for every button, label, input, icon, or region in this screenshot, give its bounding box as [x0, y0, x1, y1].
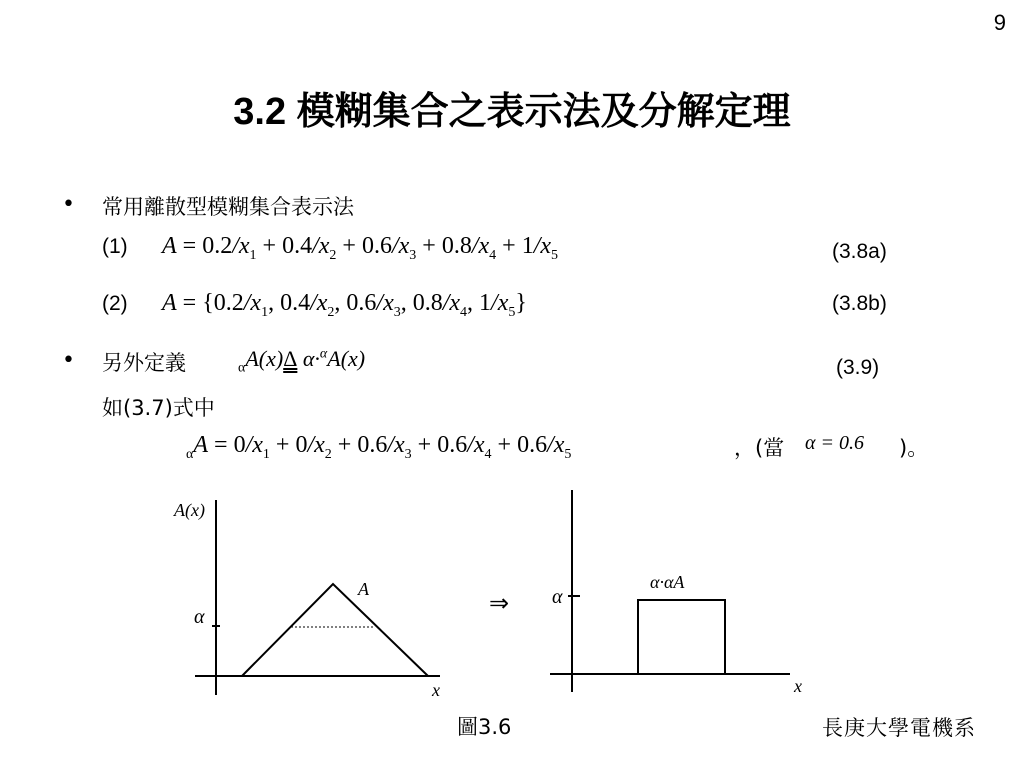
alpha-value: α = 0.6	[805, 432, 864, 454]
item-label-1: (1)	[102, 235, 128, 258]
right-set-label: α·αA	[650, 572, 685, 592]
equation-label-3-9: (3.9)	[836, 356, 880, 379]
equation-3-9: $_\alpha$A(x)Δ α·$^\alpha$A(x)	[238, 346, 366, 376]
equation-alpha-cut: $_\alpha A = 0/x_1 + 0/x_2 + 0.6/x_3 + 0.6/x_4 + 0.6/x_5$	[186, 432, 572, 462]
page-number: 9	[993, 10, 1006, 35]
left-alpha-label: α	[194, 606, 205, 628]
triangle-membership	[242, 584, 428, 676]
figure-caption: 圖3.6	[457, 715, 512, 739]
left-set-label: A	[358, 579, 369, 599]
equation-label-3-8a: (3.8a)	[832, 240, 887, 263]
bullet-text-discrete: 常用離散型模糊集合表示法	[102, 195, 354, 219]
department-footer: 長庚大學電機系	[822, 716, 976, 740]
bullet-marker: •	[62, 192, 75, 217]
equation-3-8a: $A = 0.2/x_1 + 0.4/x_2 + 0.6/x_3 + 0.8/x_4 + 1/x_5$	[162, 233, 559, 263]
left-ylabel: A(x)	[174, 500, 205, 520]
right-alpha-label: α	[552, 586, 563, 608]
alpha-cut-note-open: ，(當	[734, 436, 785, 460]
item-label-2: (2)	[102, 292, 128, 315]
alpha-cut-rectangle	[638, 600, 725, 674]
bullet-marker: •	[62, 348, 75, 373]
left-xlabel: x	[432, 680, 440, 700]
slide-title: 3.2 模糊集合之表示法及分解定理	[233, 91, 791, 133]
equation-label-3-8b: (3.8b)	[832, 292, 887, 315]
equation-3-8b: $A = \{0.2/x_1$, $0.4/x_2$, $0.6/x_3$, $0.8/x_4$, $1/x_5$}	[162, 290, 527, 320]
alpha-cut-note-close: )。	[899, 436, 929, 460]
example-text: 如(3.7)式中	[102, 396, 215, 420]
implies-arrow: ⇒	[489, 591, 510, 617]
bullet-text-definition: 另外定義	[102, 351, 186, 375]
right-xlabel: x	[794, 676, 802, 696]
